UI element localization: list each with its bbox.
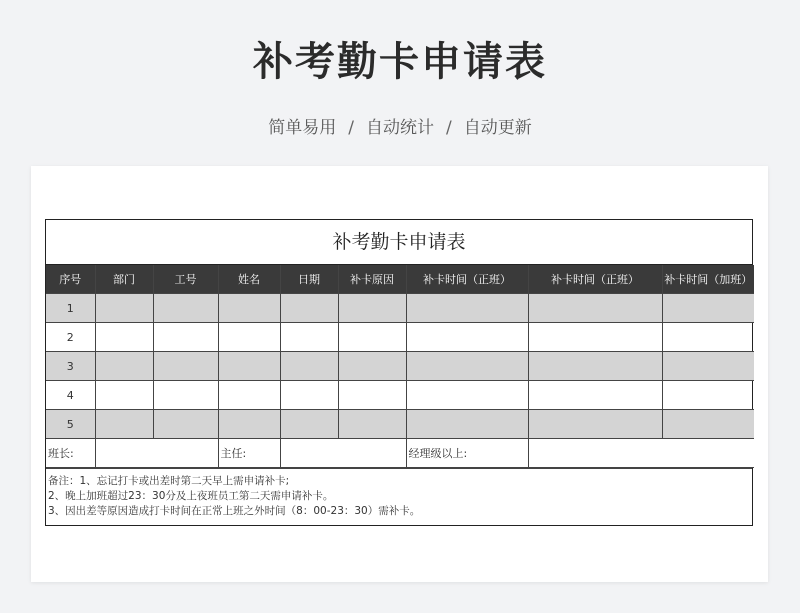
table-cell[interactable]	[218, 381, 280, 410]
table-cell[interactable]	[662, 323, 754, 352]
column-header: 部门	[95, 265, 153, 294]
attendance-table	[46, 265, 754, 468]
table-row	[46, 294, 754, 323]
signature-row	[46, 439, 754, 468]
table-cell[interactable]	[338, 381, 406, 410]
table-cell[interactable]	[95, 294, 153, 323]
table-cell[interactable]	[528, 381, 662, 410]
table-cell[interactable]	[528, 410, 662, 439]
table-cell[interactable]	[406, 381, 528, 410]
row-number: 3	[46, 352, 95, 381]
table-cell[interactable]	[406, 323, 528, 352]
row-number: 2	[46, 323, 95, 352]
table-row	[46, 352, 754, 381]
column-header: 序号	[46, 265, 95, 294]
table-cell[interactable]	[153, 323, 218, 352]
table-cell[interactable]	[95, 410, 153, 439]
table-cell[interactable]	[662, 352, 754, 381]
table-cell[interactable]	[95, 381, 153, 410]
page-title: 补考勤卡申请表	[253, 39, 547, 85]
subtitle-item: 自动统计	[366, 118, 434, 138]
note-line: 2、晚上加班超过23：30分及上夜班员工第二天需申请补卡。	[48, 490, 334, 502]
note-line: 3、因出差等原因造成打卡时间在正常上班之外时间（8：00-23：30）需补卡。	[48, 505, 421, 517]
table-cell[interactable]	[338, 323, 406, 352]
note-line: 备注：1、忘记打卡或出差时第二天早上需申请补卡;	[48, 475, 290, 487]
supervisor-signature-field[interactable]	[280, 439, 406, 468]
column-header: 补卡时间（正班）	[528, 265, 662, 294]
table-cell[interactable]	[662, 410, 754, 439]
table-cell[interactable]	[153, 294, 218, 323]
page-subtitle	[0, 113, 800, 138]
table-cell[interactable]	[218, 352, 280, 381]
subtitle-separator: /	[348, 118, 354, 138]
column-header: 补卡时间（正班）	[406, 265, 528, 294]
subtitle-item: 自动更新	[463, 118, 532, 138]
table-cell[interactable]	[95, 323, 153, 352]
subtitle-item: 简单易用	[268, 118, 337, 138]
table-cell[interactable]	[338, 294, 406, 323]
table-row	[46, 381, 754, 410]
table-cell[interactable]	[280, 352, 338, 381]
table-row	[46, 410, 754, 439]
table-cell[interactable]	[338, 352, 406, 381]
row-number: 1	[46, 294, 95, 323]
table-cell[interactable]	[280, 381, 338, 410]
column-header: 补卡时间（加班）	[662, 265, 754, 294]
column-header: 姓名	[218, 265, 280, 294]
table-cell[interactable]	[95, 352, 153, 381]
form-sheet	[45, 219, 753, 526]
leader-signature-field[interactable]	[95, 439, 218, 468]
table-cell[interactable]	[280, 294, 338, 323]
table-cell[interactable]	[218, 410, 280, 439]
preview-card	[31, 166, 768, 582]
table-cell[interactable]	[280, 410, 338, 439]
column-header: 日期	[280, 265, 338, 294]
column-header: 工号	[153, 265, 218, 294]
table-cell[interactable]	[153, 381, 218, 410]
table-cell[interactable]	[662, 294, 754, 323]
table-cell[interactable]	[406, 294, 528, 323]
row-number: 5	[46, 410, 95, 439]
table-cell[interactable]	[528, 294, 662, 323]
notes-block	[46, 468, 752, 525]
manager-label: 经理级以上:	[406, 439, 528, 468]
row-number: 4	[46, 381, 95, 410]
table-cell[interactable]	[338, 410, 406, 439]
subtitle-separator: /	[446, 118, 452, 138]
leader-label: 班长:	[46, 439, 95, 468]
table-cell[interactable]	[280, 323, 338, 352]
table-row	[46, 323, 754, 352]
table-header-row	[46, 265, 754, 294]
table-cell[interactable]	[662, 381, 754, 410]
table-cell[interactable]	[528, 352, 662, 381]
table-cell[interactable]	[218, 294, 280, 323]
table-cell[interactable]	[153, 352, 218, 381]
sheet-title: 补考勤卡申请表	[46, 220, 752, 265]
table-cell[interactable]	[406, 410, 528, 439]
table-cell[interactable]	[153, 410, 218, 439]
table-cell[interactable]	[406, 352, 528, 381]
column-header: 补卡原因	[338, 265, 406, 294]
supervisor-label: 主任:	[218, 439, 280, 468]
table-cell[interactable]	[218, 323, 280, 352]
manager-signature-field[interactable]	[528, 439, 754, 468]
table-cell[interactable]	[528, 323, 662, 352]
